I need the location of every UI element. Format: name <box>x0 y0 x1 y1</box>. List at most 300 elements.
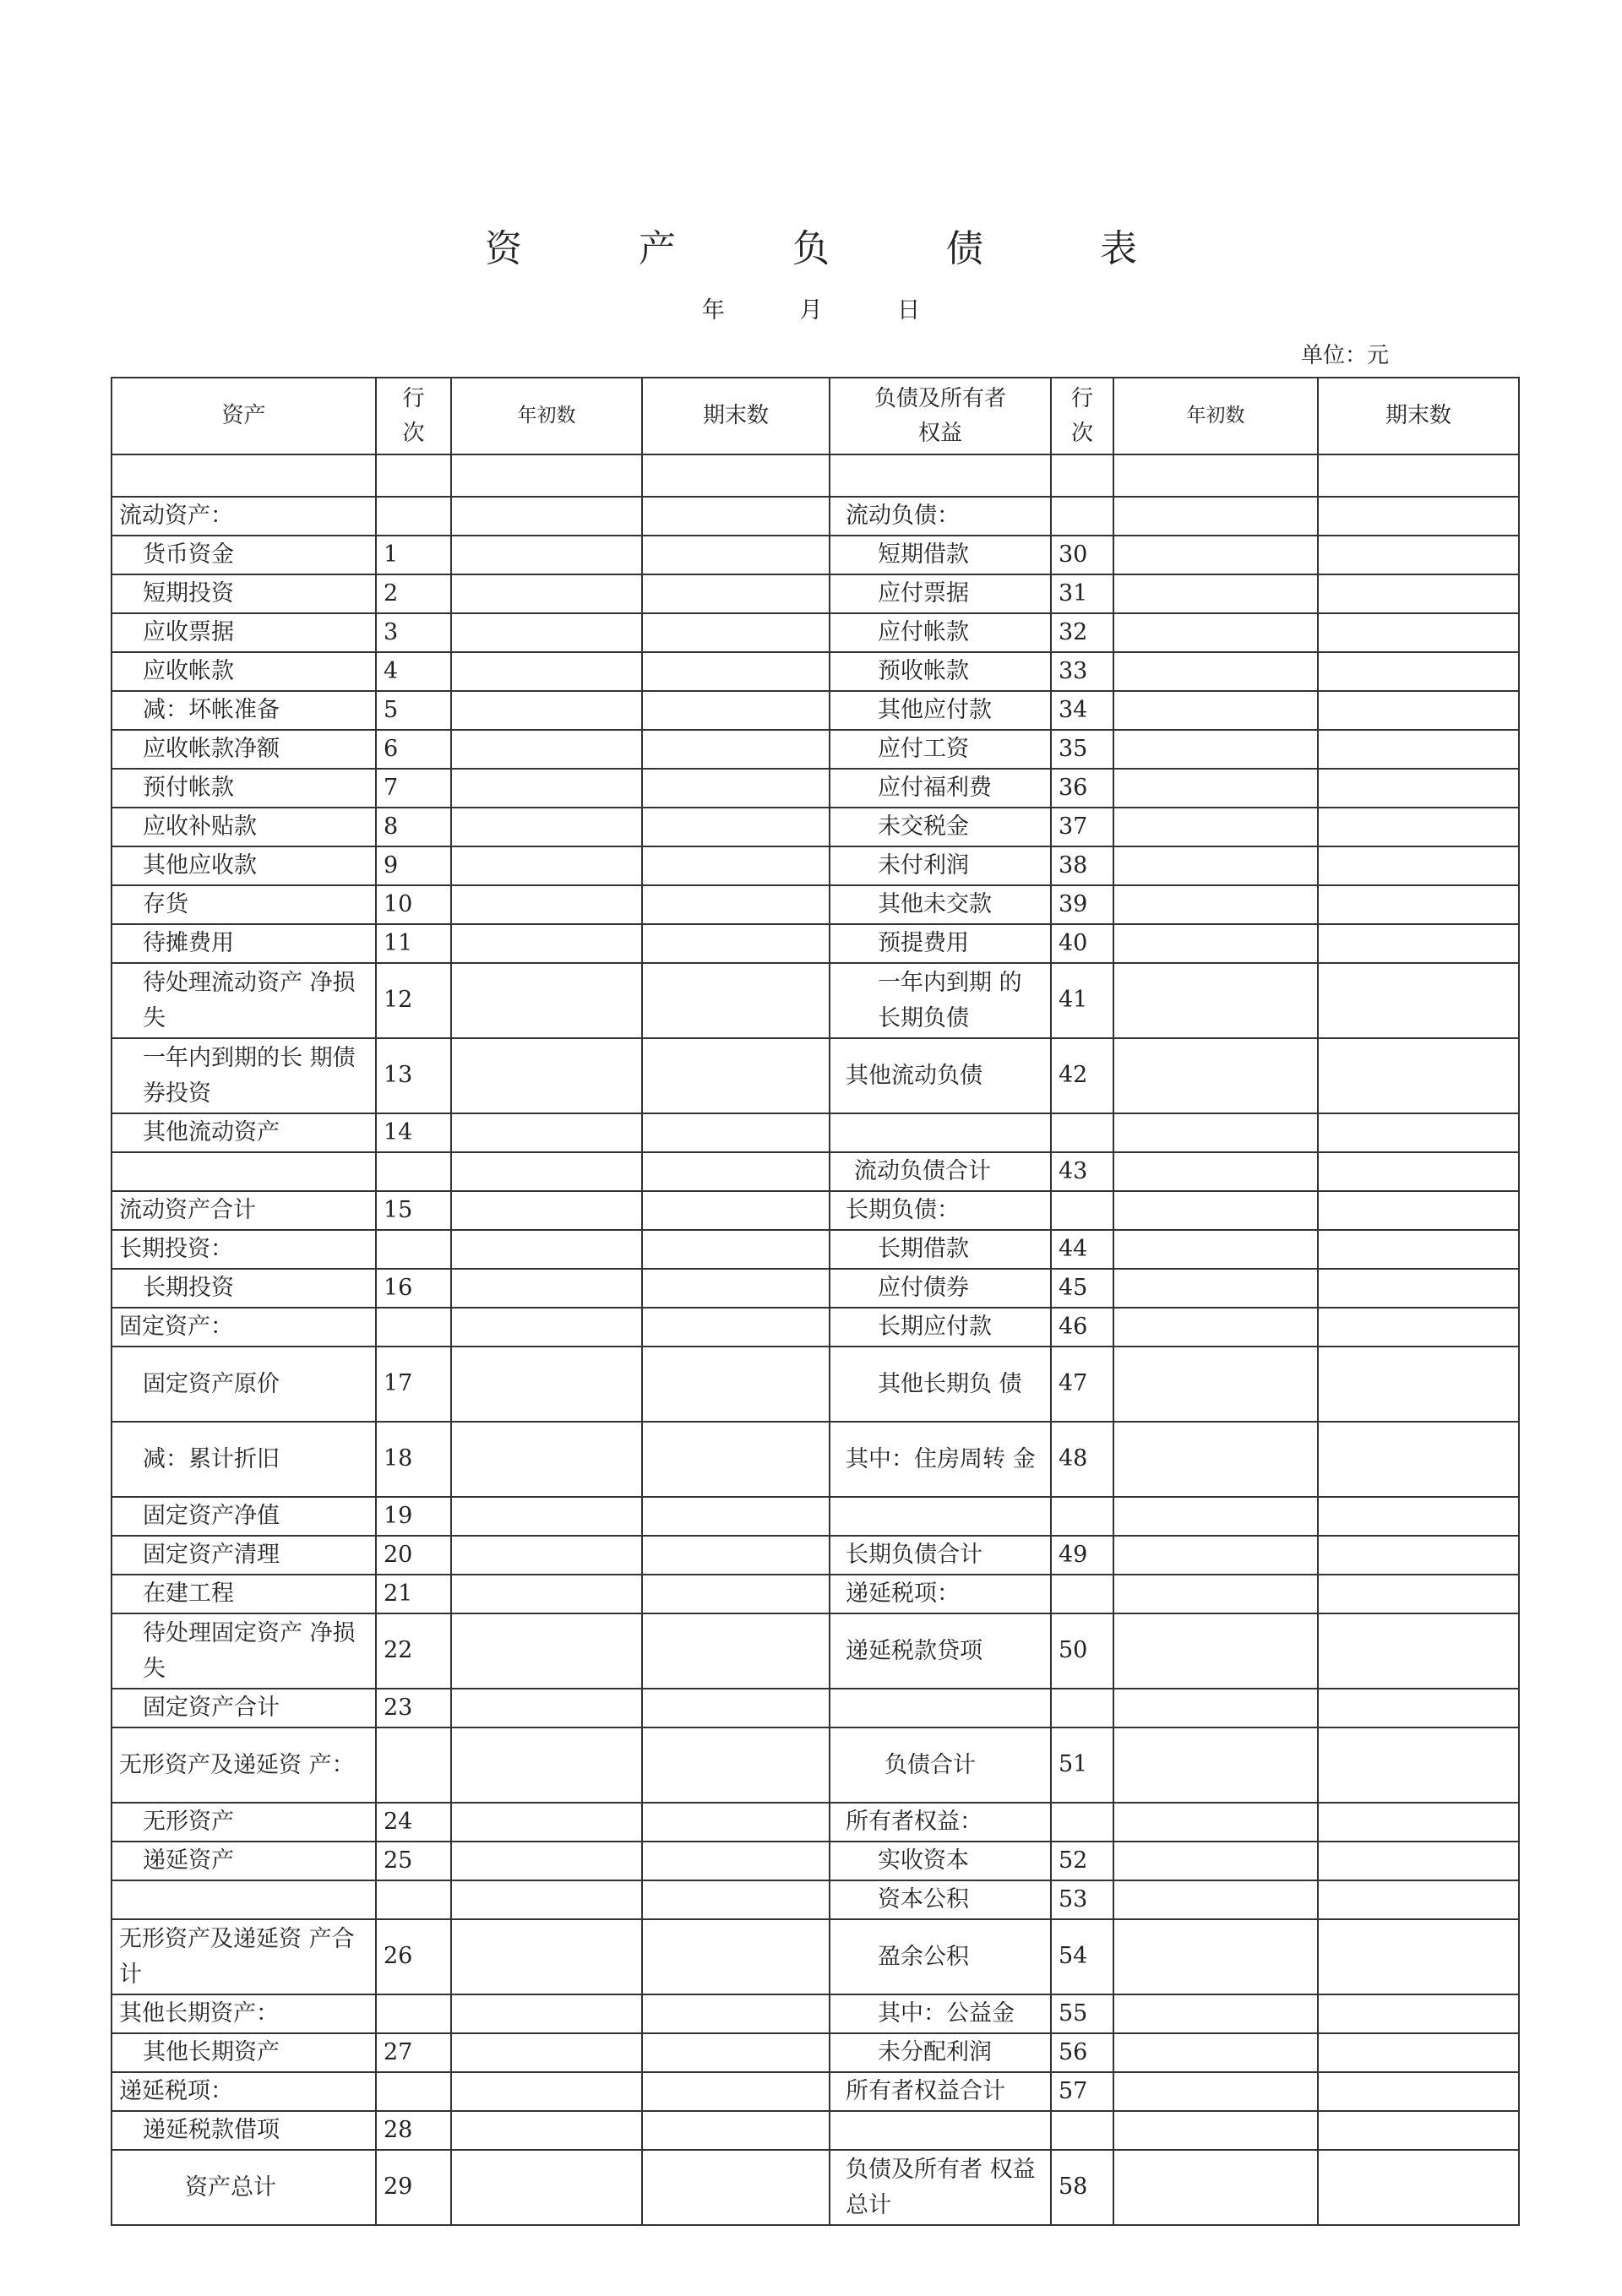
liability-period-end-cell[interactable] <box>1318 2111 1519 2150</box>
liability-period-end-cell[interactable] <box>1318 1422 1519 1497</box>
liability-year-begin-cell[interactable] <box>1113 1152 1318 1191</box>
asset-year-begin-cell[interactable] <box>451 1152 642 1191</box>
liability-year-begin-cell[interactable] <box>1113 808 1318 846</box>
liability-year-begin-cell[interactable] <box>1113 2072 1318 2111</box>
liability-row-no-cell: 57 <box>1051 2072 1113 2111</box>
liability-year-begin-cell[interactable] <box>1113 924 1318 963</box>
asset-year-begin-cell[interactable] <box>451 1269 642 1308</box>
asset-name-cell: 短期投资 <box>112 574 376 613</box>
asset-period-end-cell[interactable] <box>642 1191 830 1230</box>
liability-period-end-cell[interactable] <box>1318 1613 1519 1689</box>
header-row-no-right: 行 次 <box>1051 378 1113 454</box>
liability-year-begin-cell[interactable] <box>1113 885 1318 924</box>
table-row <box>112 1422 1519 1497</box>
liability-name-cell: 长期负债： <box>830 1191 1051 1230</box>
liability-row-no-cell: 31 <box>1051 574 1113 613</box>
liability-name-cell: 其中：公益金 <box>830 1994 1051 2033</box>
asset-year-begin-cell[interactable] <box>451 1689 642 1727</box>
asset-year-begin-cell[interactable] <box>451 1994 642 2033</box>
liability-period-end-cell[interactable] <box>1318 1497 1519 1536</box>
asset-row-no-cell: 18 <box>376 1422 451 1497</box>
header-period-end-right: 期末数 <box>1318 378 1519 454</box>
liability-row-no-cell: 37 <box>1051 808 1113 846</box>
liability-year-begin-cell[interactable] <box>1113 963 1318 1038</box>
liability-year-begin-cell[interactable] <box>1113 1422 1318 1497</box>
asset-period-end-cell[interactable] <box>642 1308 830 1347</box>
liability-row-no-cell <box>1051 1497 1113 1536</box>
liability-row-no-cell: 38 <box>1051 846 1113 885</box>
liability-name-cell: 其他应付款 <box>830 691 1051 730</box>
liability-row-no-cell: 41 <box>1051 963 1113 1038</box>
table-row <box>112 2111 1519 2150</box>
asset-period-end-cell[interactable] <box>642 2033 830 2072</box>
liability-row-no-cell: 32 <box>1051 613 1113 652</box>
asset-row-no-cell: 10 <box>376 885 451 924</box>
table-row <box>112 574 1519 613</box>
table-row <box>112 963 1519 1038</box>
asset-year-begin-cell[interactable] <box>451 1842 642 1880</box>
asset-year-begin-cell[interactable] <box>451 1308 642 1347</box>
table-row <box>112 1880 1519 1919</box>
liability-year-begin-cell[interactable] <box>1113 454 1318 497</box>
liability-period-end-cell[interactable] <box>1318 1919 1519 1994</box>
asset-period-end-cell[interactable] <box>642 2150 830 2225</box>
liability-name-cell: 实收资本 <box>830 1842 1051 1880</box>
table-row <box>112 1038 1519 1113</box>
liability-year-begin-cell[interactable] <box>1113 769 1318 808</box>
asset-period-end-cell[interactable] <box>642 1919 830 1994</box>
asset-row-no-cell <box>376 1880 451 1919</box>
asset-period-end-cell[interactable] <box>642 1994 830 2033</box>
asset-row-no-cell: 24 <box>376 1803 451 1842</box>
asset-name-cell: 应收补贴款 <box>112 808 376 846</box>
balance-sheet-table <box>111 377 1520 2226</box>
table-row <box>112 808 1519 846</box>
asset-name-cell: 流动资产： <box>112 497 376 536</box>
asset-period-end-cell[interactable] <box>642 574 830 613</box>
liability-year-begin-cell[interactable] <box>1113 497 1318 536</box>
asset-period-end-cell[interactable] <box>642 963 830 1038</box>
asset-year-begin-cell[interactable] <box>451 454 642 497</box>
asset-period-end-cell[interactable] <box>642 1422 830 1497</box>
liability-period-end-cell[interactable] <box>1318 1536 1519 1575</box>
liability-year-begin-cell[interactable] <box>1113 1727 1318 1803</box>
liability-name-cell: 一年内到期 的长期负债 <box>830 963 1051 1038</box>
asset-row-no-cell: 25 <box>376 1842 451 1880</box>
liability-year-begin-cell[interactable] <box>1113 1689 1318 1727</box>
liability-year-begin-cell[interactable] <box>1113 2150 1318 2225</box>
asset-name-cell: 固定资产原价 <box>112 1347 376 1422</box>
asset-period-end-cell[interactable] <box>642 536 830 574</box>
liability-year-begin-cell[interactable] <box>1113 1842 1318 1880</box>
header-asset: 资产 <box>112 378 376 454</box>
liability-name-cell: 长期借款 <box>830 1230 1051 1269</box>
asset-name-cell: 预付帐款 <box>112 769 376 808</box>
asset-row-no-cell: 17 <box>376 1347 451 1422</box>
asset-year-begin-cell[interactable] <box>451 1536 642 1575</box>
liability-period-end-cell[interactable] <box>1318 808 1519 846</box>
liability-name-cell <box>830 2111 1051 2150</box>
asset-name-cell: 流动资产合计 <box>112 1191 376 1230</box>
asset-name-cell: 一年内到期的长 期债券投资 <box>112 1038 376 1113</box>
liability-period-end-cell[interactable] <box>1318 846 1519 885</box>
liability-year-begin-cell[interactable] <box>1113 613 1318 652</box>
liability-year-begin-cell[interactable] <box>1113 574 1318 613</box>
liability-row-no-cell: 54 <box>1051 1919 1113 1994</box>
asset-row-no-cell <box>376 454 451 497</box>
asset-row-no-cell <box>376 2072 451 2111</box>
asset-period-end-cell[interactable] <box>642 846 830 885</box>
liability-period-end-cell[interactable] <box>1318 1689 1519 1727</box>
asset-year-begin-cell[interactable] <box>451 1575 642 1613</box>
asset-row-no-cell: 19 <box>376 1497 451 1536</box>
asset-period-end-cell[interactable] <box>642 1727 830 1803</box>
liability-name-cell: 应付票据 <box>830 574 1051 613</box>
liability-period-end-cell[interactable] <box>1318 1191 1519 1230</box>
liability-period-end-cell[interactable] <box>1318 1575 1519 1613</box>
asset-year-begin-cell[interactable] <box>451 1038 642 1113</box>
asset-name-cell <box>112 1880 376 1919</box>
asset-period-end-cell[interactable] <box>642 1152 830 1191</box>
asset-row-no-cell: 21 <box>376 1575 451 1613</box>
unit-label: 单位：元 <box>1301 343 1390 368</box>
asset-name-cell: 长期投资 <box>112 1269 376 1308</box>
liability-period-end-cell[interactable] <box>1318 924 1519 963</box>
liability-name-cell: 其中：住房周转 金 <box>830 1422 1051 1497</box>
liability-row-no-cell: 49 <box>1051 1536 1113 1575</box>
liability-row-no-cell <box>1051 2111 1113 2150</box>
liability-name-cell: 流动负债： <box>830 497 1051 536</box>
asset-name-cell: 减：累计折旧 <box>112 1422 376 1497</box>
asset-period-end-cell[interactable] <box>642 1613 830 1689</box>
asset-row-no-cell: 12 <box>376 963 451 1038</box>
liability-name-cell <box>830 1689 1051 1727</box>
liability-name-cell: 短期借款 <box>830 536 1051 574</box>
liability-period-end-cell[interactable] <box>1318 1727 1519 1803</box>
asset-period-end-cell[interactable] <box>642 1038 830 1113</box>
asset-period-end-cell[interactable] <box>642 1689 830 1727</box>
liability-row-no-cell: 43 <box>1051 1152 1113 1191</box>
table-row <box>112 497 1519 536</box>
liability-period-end-cell[interactable] <box>1318 613 1519 652</box>
liability-row-no-cell <box>1051 1575 1113 1613</box>
asset-name-cell: 货币资金 <box>112 536 376 574</box>
asset-period-end-cell[interactable] <box>642 1347 830 1422</box>
liability-year-begin-cell[interactable] <box>1113 1038 1318 1113</box>
liability-year-begin-cell[interactable] <box>1113 1536 1318 1575</box>
asset-row-no-cell <box>376 1308 451 1347</box>
asset-name-cell: 存货 <box>112 885 376 924</box>
liability-row-no-cell: 40 <box>1051 924 1113 963</box>
table-row <box>112 1152 1519 1191</box>
asset-period-end-cell[interactable] <box>642 2111 830 2150</box>
liability-period-end-cell[interactable] <box>1318 2072 1519 2111</box>
header-year-begin-right: 年初数 <box>1113 378 1318 454</box>
liability-period-end-cell[interactable] <box>1318 536 1519 574</box>
asset-year-begin-cell[interactable] <box>451 885 642 924</box>
table-row <box>112 613 1519 652</box>
table-row <box>112 885 1519 924</box>
liability-row-no-cell: 35 <box>1051 730 1113 769</box>
liability-year-begin-cell[interactable] <box>1113 1347 1318 1422</box>
asset-year-begin-cell[interactable] <box>451 691 642 730</box>
asset-row-no-cell: 23 <box>376 1689 451 1727</box>
liability-year-begin-cell[interactable] <box>1113 1575 1318 1613</box>
liability-period-end-cell[interactable] <box>1318 730 1519 769</box>
liability-name-cell <box>830 1113 1051 1152</box>
liability-year-begin-cell[interactable] <box>1113 1613 1318 1689</box>
liability-period-end-cell[interactable] <box>1318 963 1519 1038</box>
liability-year-begin-cell[interactable] <box>1113 1308 1318 1347</box>
liability-period-end-cell[interactable] <box>1318 1269 1519 1308</box>
liability-period-end-cell[interactable] <box>1318 1994 1519 2033</box>
liability-year-begin-cell[interactable] <box>1113 652 1318 691</box>
liability-name-cell: 应付帐款 <box>830 613 1051 652</box>
header-year-begin-left: 年初数 <box>451 378 642 454</box>
asset-period-end-cell[interactable] <box>642 730 830 769</box>
liability-name-cell: 流动负债合计 <box>830 1152 1051 1191</box>
asset-period-end-cell[interactable] <box>642 885 830 924</box>
liability-period-end-cell[interactable] <box>1318 769 1519 808</box>
liability-row-no-cell: 51 <box>1051 1727 1113 1803</box>
liability-name-cell: 预收帐款 <box>830 652 1051 691</box>
asset-year-begin-cell[interactable] <box>451 536 642 574</box>
asset-period-end-cell[interactable] <box>642 1230 830 1269</box>
liability-year-begin-cell[interactable] <box>1113 1113 1318 1152</box>
table-row <box>112 1727 1519 1803</box>
liability-period-end-cell[interactable] <box>1318 1842 1519 1880</box>
liability-period-end-cell[interactable] <box>1318 497 1519 536</box>
asset-name-cell: 无形资产 <box>112 1803 376 1842</box>
asset-name-cell: 固定资产清理 <box>112 1536 376 1575</box>
liability-year-begin-cell[interactable] <box>1113 536 1318 574</box>
asset-name-cell: 应收帐款净额 <box>112 730 376 769</box>
liability-row-no-cell: 33 <box>1051 652 1113 691</box>
asset-row-no-cell: 28 <box>376 2111 451 2150</box>
table-row <box>112 2033 1519 2072</box>
asset-year-begin-cell[interactable] <box>451 2150 642 2225</box>
liability-name-cell: 资本公积 <box>830 1880 1051 1919</box>
asset-row-no-cell: 6 <box>376 730 451 769</box>
asset-period-end-cell[interactable] <box>642 769 830 808</box>
header-period-end-left: 期末数 <box>642 378 830 454</box>
asset-name-cell: 无形资产及递延资 产： <box>112 1727 376 1803</box>
liability-year-begin-cell[interactable] <box>1113 1191 1318 1230</box>
asset-period-end-cell[interactable] <box>642 1842 830 1880</box>
liability-row-no-cell: 45 <box>1051 1269 1113 1308</box>
asset-year-begin-cell[interactable] <box>451 2111 642 2150</box>
table-row <box>112 1575 1519 1613</box>
table-row <box>112 769 1519 808</box>
asset-row-no-cell: 14 <box>376 1113 451 1152</box>
asset-period-end-cell[interactable] <box>642 808 830 846</box>
liability-name-cell: 未付利润 <box>830 846 1051 885</box>
asset-row-no-cell <box>376 1727 451 1803</box>
asset-year-begin-cell[interactable] <box>451 1347 642 1422</box>
liability-year-begin-cell[interactable] <box>1113 730 1318 769</box>
liability-year-begin-cell[interactable] <box>1113 1803 1318 1842</box>
asset-year-begin-cell[interactable] <box>451 808 642 846</box>
asset-year-begin-cell[interactable] <box>451 1422 642 1497</box>
asset-name-cell: 资产总计 <box>112 2150 376 2225</box>
liability-name-cell: 长期应付款 <box>830 1308 1051 1347</box>
asset-name-cell: 递延资产 <box>112 1842 376 1880</box>
liability-name-cell: 所有者权益： <box>830 1803 1051 1842</box>
liability-year-begin-cell[interactable] <box>1113 1994 1318 2033</box>
liability-year-begin-cell[interactable] <box>1113 1269 1318 1308</box>
asset-year-begin-cell[interactable] <box>451 1727 642 1803</box>
asset-year-begin-cell[interactable] <box>451 846 642 885</box>
table-row <box>112 1803 1519 1842</box>
liability-year-begin-cell[interactable] <box>1113 846 1318 885</box>
asset-period-end-cell[interactable] <box>642 1803 830 1842</box>
asset-row-no-cell: 1 <box>376 536 451 574</box>
table-row <box>112 1347 1519 1422</box>
asset-row-no-cell: 4 <box>376 652 451 691</box>
liability-row-no-cell: 56 <box>1051 2033 1113 2072</box>
liability-period-end-cell[interactable] <box>1318 454 1519 497</box>
liability-name-cell: 长期负债合计 <box>830 1536 1051 1575</box>
document-title: 资 产 负 债 表 <box>485 227 1189 270</box>
asset-period-end-cell[interactable] <box>642 497 830 536</box>
liability-row-no-cell: 48 <box>1051 1422 1113 1497</box>
asset-year-begin-cell[interactable] <box>451 1497 642 1536</box>
asset-period-end-cell[interactable] <box>642 1269 830 1308</box>
asset-row-no-cell: 15 <box>376 1191 451 1230</box>
liability-period-end-cell[interactable] <box>1318 2150 1519 2225</box>
asset-year-begin-cell[interactable] <box>451 613 642 652</box>
asset-row-no-cell: 13 <box>376 1038 451 1113</box>
asset-year-begin-cell[interactable] <box>451 769 642 808</box>
liability-year-begin-cell[interactable] <box>1113 1880 1318 1919</box>
table-row <box>112 2150 1519 2225</box>
asset-row-no-cell: 29 <box>376 2150 451 2225</box>
asset-period-end-cell[interactable] <box>642 1536 830 1575</box>
liability-row-no-cell: 44 <box>1051 1230 1113 1269</box>
asset-period-end-cell[interactable] <box>642 691 830 730</box>
asset-year-begin-cell[interactable] <box>451 574 642 613</box>
asset-name-cell: 长期投资： <box>112 1230 376 1269</box>
liability-name-cell: 盈余公积 <box>830 1919 1051 1994</box>
liability-row-no-cell <box>1051 1689 1113 1727</box>
liability-name-cell: 所有者权益合计 <box>830 2072 1051 2111</box>
liability-period-end-cell[interactable] <box>1318 1308 1519 1347</box>
asset-period-end-cell[interactable] <box>642 613 830 652</box>
asset-year-begin-cell[interactable] <box>451 1191 642 1230</box>
liability-row-no-cell: 58 <box>1051 2150 1113 2225</box>
asset-year-begin-cell[interactable] <box>451 1919 642 1994</box>
asset-row-no-cell <box>376 497 451 536</box>
asset-name-cell <box>112 454 376 497</box>
liability-year-begin-cell[interactable] <box>1113 1497 1318 1536</box>
table-row <box>112 1113 1519 1152</box>
liability-row-no-cell: 55 <box>1051 1994 1113 2033</box>
table-row <box>112 652 1519 691</box>
table-row <box>112 536 1519 574</box>
asset-year-begin-cell[interactable] <box>451 1113 642 1152</box>
liability-name-cell: 预提费用 <box>830 924 1051 963</box>
asset-row-no-cell: 7 <box>376 769 451 808</box>
asset-name-cell: 固定资产： <box>112 1308 376 1347</box>
asset-row-no-cell: 20 <box>376 1536 451 1575</box>
liability-name-cell: 负债及所有者 权益总计 <box>830 2150 1051 2225</box>
liability-row-no-cell: 30 <box>1051 536 1113 574</box>
asset-period-end-cell[interactable] <box>642 1113 830 1152</box>
liability-row-no-cell: 34 <box>1051 691 1113 730</box>
asset-period-end-cell[interactable] <box>642 1880 830 1919</box>
liability-row-no-cell: 50 <box>1051 1613 1113 1689</box>
liability-year-begin-cell[interactable] <box>1113 1919 1318 1994</box>
asset-year-begin-cell[interactable] <box>451 1803 642 1842</box>
liability-period-end-cell[interactable] <box>1318 885 1519 924</box>
asset-year-begin-cell[interactable] <box>451 2072 642 2111</box>
liability-period-end-cell[interactable] <box>1318 1113 1519 1152</box>
liability-row-no-cell: 53 <box>1051 1880 1113 1919</box>
liability-year-begin-cell[interactable] <box>1113 2033 1318 2072</box>
asset-year-begin-cell[interactable] <box>451 652 642 691</box>
asset-year-begin-cell[interactable] <box>451 1613 642 1689</box>
liability-period-end-cell[interactable] <box>1318 2033 1519 2072</box>
asset-row-no-cell: 26 <box>376 1919 451 1994</box>
asset-row-no-cell: 9 <box>376 846 451 885</box>
asset-name-cell: 应收票据 <box>112 613 376 652</box>
asset-year-begin-cell[interactable] <box>451 963 642 1038</box>
liability-period-end-cell[interactable] <box>1318 1803 1519 1842</box>
liability-year-begin-cell[interactable] <box>1113 1230 1318 1269</box>
asset-year-begin-cell[interactable] <box>451 2033 642 2072</box>
asset-year-begin-cell[interactable] <box>451 1230 642 1269</box>
liability-name-cell: 应付福利费 <box>830 769 1051 808</box>
liability-row-no-cell: 39 <box>1051 885 1113 924</box>
asset-period-end-cell[interactable] <box>642 1497 830 1536</box>
table-body <box>112 454 1519 2225</box>
liability-name-cell: 未交税金 <box>830 808 1051 846</box>
asset-row-no-cell: 22 <box>376 1613 451 1689</box>
asset-period-end-cell[interactable] <box>642 2072 830 2111</box>
liability-period-end-cell[interactable] <box>1318 574 1519 613</box>
liability-period-end-cell[interactable] <box>1318 1038 1519 1113</box>
liability-period-end-cell[interactable] <box>1318 691 1519 730</box>
asset-year-begin-cell[interactable] <box>451 730 642 769</box>
asset-period-end-cell[interactable] <box>642 454 830 497</box>
asset-row-no-cell <box>376 1230 451 1269</box>
liability-period-end-cell[interactable] <box>1318 1152 1519 1191</box>
asset-name-cell: 固定资产净值 <box>112 1497 376 1536</box>
table-row <box>112 1919 1519 1994</box>
asset-name-cell: 递延税项： <box>112 2072 376 2111</box>
asset-row-no-cell: 27 <box>376 2033 451 2072</box>
asset-name-cell: 待摊费用 <box>112 924 376 963</box>
header-row-no-left: 行 次 <box>376 378 451 454</box>
liability-period-end-cell[interactable] <box>1318 652 1519 691</box>
asset-row-no-cell <box>376 1152 451 1191</box>
asset-period-end-cell[interactable] <box>642 1575 830 1613</box>
liability-period-end-cell[interactable] <box>1318 1230 1519 1269</box>
liability-year-begin-cell[interactable] <box>1113 2111 1318 2150</box>
asset-year-begin-cell[interactable] <box>451 924 642 963</box>
asset-year-begin-cell[interactable] <box>451 497 642 536</box>
asset-name-cell: 其他长期资产： <box>112 1994 376 2033</box>
table-row <box>112 730 1519 769</box>
asset-period-end-cell[interactable] <box>642 652 830 691</box>
liability-period-end-cell[interactable] <box>1318 1880 1519 1919</box>
table-row <box>112 1994 1519 2033</box>
asset-period-end-cell[interactable] <box>642 924 830 963</box>
liability-year-begin-cell[interactable] <box>1113 691 1318 730</box>
table-row <box>112 454 1519 497</box>
liability-period-end-cell[interactable] <box>1318 1347 1519 1422</box>
asset-year-begin-cell[interactable] <box>451 1880 642 1919</box>
